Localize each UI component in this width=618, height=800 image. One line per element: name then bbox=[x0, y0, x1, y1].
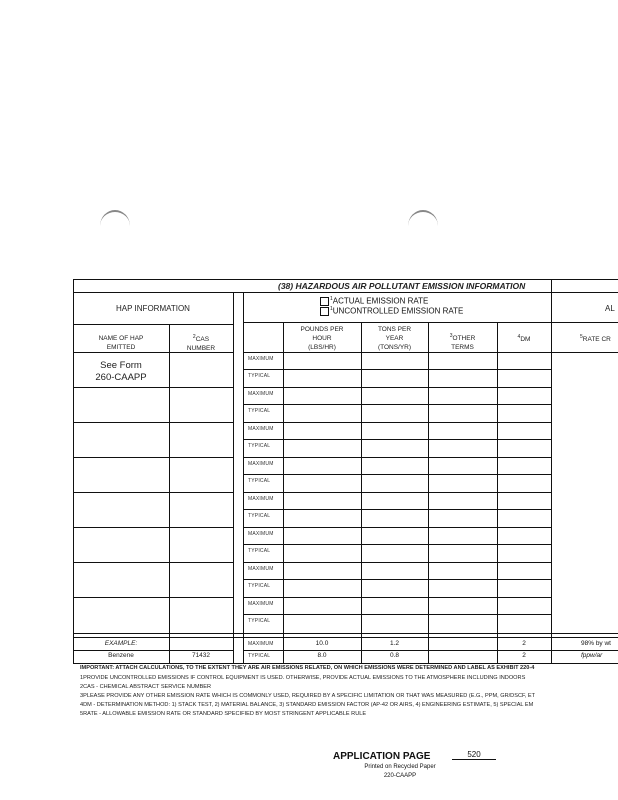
example-max-tons: 1.2 bbox=[389, 640, 400, 647]
recycled-paper-note: Printed on Recycled Paper bbox=[364, 764, 436, 770]
actual-emission-label: $^1$ACTUAL EMISSION RATE bbox=[330, 296, 429, 306]
footnote-5: 5RATE - ALLOWABLE EMISSION RATE OR STANDARD SPECIFIED BY MOST STRINGENT APPLICABLE RULE bbox=[80, 711, 367, 717]
row-label-maximum: MAXIMUM bbox=[248, 566, 274, 572]
row-label-typical: TYPICAL bbox=[248, 548, 271, 554]
example-cas: 71432 bbox=[191, 652, 211, 659]
right-section-header: AL bbox=[605, 304, 615, 313]
row-label-maximum: MAXIMUM bbox=[248, 601, 274, 607]
punch-hole-right bbox=[408, 210, 438, 242]
row-label-typical: TYPICAL bbox=[248, 478, 271, 484]
col-dm: $^4$DM bbox=[517, 334, 531, 344]
form-number: 220-CAAPP bbox=[383, 773, 417, 779]
example-max-label: MAXIMUM bbox=[248, 641, 274, 647]
col-name-of-hap: NAME OF HAP EMITTED bbox=[98, 335, 144, 351]
footnote-important: IMPORTANT: ATTACH CALCULATIONS, TO THE EXTENT THEY ARE AIR EMISSIONS RELATED, ON WHICH EMISSIONS WERE DETERMINED AND LABEL AS EXHIBIT 220-4 bbox=[80, 665, 535, 671]
example-dm-max: 2 bbox=[522, 640, 526, 647]
example-typ-tons: 0.8 bbox=[389, 652, 400, 659]
footnote-3: 3PLEASE PROVIDE ANY OTHER EMISSION RATE WHICH IS COMMONLY USED, REQUIRED BY A SPECIFIC LIMITATION OR THAT WAS MEASURED (E.G., PPM, GR/DSCF, ET bbox=[80, 693, 536, 699]
application-page-label: APPLICATION PAGE bbox=[333, 751, 431, 762]
punch-hole-left bbox=[100, 210, 130, 242]
footnote-4: 4DM - DETERMINATION METHOD: 1) STACK TEST, 2) MATERIAL BALANCE, 3) STANDARD EMISSION FACTOR (AP-42 OR AIRS, 4) ENGINEERING ESTIMATE, 5) SPECIAL EM bbox=[80, 702, 534, 708]
row-label-maximum: MAXIMUM bbox=[248, 426, 274, 432]
row-label-maximum: MAXIMUM bbox=[248, 496, 274, 502]
col-cas-number: $^2$CAS NUMBER bbox=[186, 334, 216, 353]
example-max-lbs: 10.0 bbox=[315, 640, 329, 647]
col-tons-per-year: TONS PER YEAR (TONS/YR) bbox=[377, 326, 412, 351]
example-dm-typ: 2 bbox=[522, 652, 526, 659]
form-title: (38) HAZARDOUS AIR POLLUTANT EMISSION INFORMATION bbox=[278, 281, 526, 291]
uncontrolled-emission-checkbox[interactable] bbox=[320, 307, 329, 316]
row-label-typical: TYPICAL bbox=[248, 443, 271, 449]
row-label-typical: TYPICAL bbox=[248, 513, 271, 519]
example-hap-name: Benzene bbox=[108, 652, 134, 659]
col-pounds-per-hour: POUNDS PER HOUR (LBS/HR) bbox=[300, 326, 344, 351]
row-label-maximum: MAXIMUM bbox=[248, 531, 274, 537]
row-label-maximum: MAXIMUM bbox=[248, 356, 274, 362]
row-label-typical: TYPICAL bbox=[248, 408, 271, 414]
example-typ-label: TYPICAL bbox=[248, 653, 271, 659]
hap-info-header: HAP INFORMATION bbox=[116, 304, 190, 313]
example-rate-typ: fppw/ar bbox=[581, 652, 603, 659]
row-label-maximum: MAXIMUM bbox=[248, 391, 274, 397]
actual-emission-checkbox[interactable] bbox=[320, 297, 329, 306]
footnote-1: 1PROVIDE UNCONTROLLED EMISSIONS IF CONTROL EQUIPMENT IS USED. OTHERWISE, PROVIDE ACTUAL EMISSIONS TO THE ATMOSPHERE INCLUDING INDOORS bbox=[80, 675, 526, 681]
row-label-typical: TYPICAL bbox=[248, 373, 271, 379]
example-rate-max: 98% by wt bbox=[581, 640, 611, 647]
footnote-2: 2CAS - CHEMICAL ABSTRACT SERVICE NUMBER bbox=[80, 684, 212, 690]
row-label-maximum: MAXIMUM bbox=[248, 461, 274, 467]
row-label-typical: TYPICAL bbox=[248, 618, 271, 624]
col-other-terms: $^3$OTHER TERMS bbox=[449, 333, 476, 352]
example-typ-lbs: 8.0 bbox=[317, 652, 327, 659]
first-hap-entry: See Form 260-CAAPP bbox=[95, 360, 147, 383]
col-rate: $^5$RATE CR bbox=[580, 334, 611, 344]
example-label: EXAMPLE: bbox=[104, 640, 138, 647]
row-label-typical: TYPICAL bbox=[248, 583, 271, 589]
uncontrolled-emission-label: $^1$UNCONTROLLED EMISSION RATE bbox=[330, 306, 464, 316]
application-page-number: 520 bbox=[452, 750, 496, 760]
